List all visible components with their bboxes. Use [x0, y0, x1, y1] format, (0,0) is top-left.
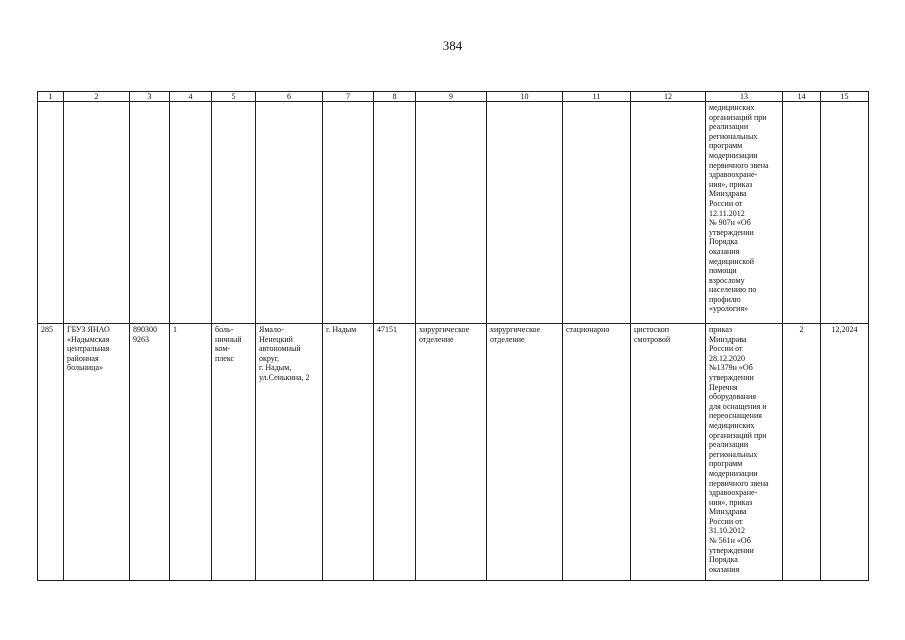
department-cell: хирургическое отделение [416, 324, 487, 581]
table-cell [631, 102, 706, 324]
table-cell [374, 102, 416, 324]
table-cell [130, 102, 170, 324]
column-number: 13 [706, 92, 783, 102]
column-number: 4 [170, 92, 212, 102]
building-type-cell: боль- ничный ком- плекс [212, 324, 256, 581]
table-row [38, 102, 869, 324]
column-number: 8 [374, 92, 416, 102]
quantity-cell: 2 [783, 324, 821, 581]
table-cell [256, 102, 323, 324]
table-cell [563, 102, 631, 324]
count-cell: 1 [170, 324, 212, 581]
table-cell [212, 102, 256, 324]
city-cell: г. Надым [323, 324, 374, 581]
column-number: 6 [256, 92, 323, 102]
column-number: 14 [783, 92, 821, 102]
column-number: 3 [130, 92, 170, 102]
table-cell [416, 102, 487, 324]
table-cell [170, 102, 212, 324]
column-number: 10 [487, 92, 563, 102]
column-number-row [38, 92, 869, 102]
column-number: 11 [563, 92, 631, 102]
table-row [38, 324, 869, 581]
row-number-cell: 285 [38, 324, 64, 581]
code-cell: 47151 [374, 324, 416, 581]
column-number: 9 [416, 92, 487, 102]
date-cell: 12,2024 [821, 324, 869, 581]
column-number: 1 [38, 92, 64, 102]
column-number: 7 [323, 92, 374, 102]
table-cell [821, 102, 869, 324]
address-cell: Ямало- Ненецкий автономный округ, г. Надым, ул.Сенькина, 2 [256, 324, 323, 581]
table-cell [64, 102, 130, 324]
equipment-cell: цистоскоп смотровой [631, 324, 706, 581]
care-mode-cell: стационарно [563, 324, 631, 581]
inn-cell: 890300 9263 [130, 324, 170, 581]
equipment-table [37, 91, 869, 581]
column-number: 12 [631, 92, 706, 102]
regulation-cell: приказ Минздрава России от 28.12.2020 №1379н «Об утверждении Перечня оборудования для оснащения и переоснащения медицинских организаций при реализации региональных программ модернизации первичного звена здравоохране- ния», приказ Минздрава России от 31.10.2012 № 561н «Об утверждении Порядка оказания [706, 324, 783, 581]
department-cell: хирургическое отделение [487, 324, 563, 581]
column-number: 2 [64, 92, 130, 102]
table-cell [783, 102, 821, 324]
organization-cell: ГБУЗ ЯНАО «Надымская центральная районная больница» [64, 324, 130, 581]
column-number: 5 [212, 92, 256, 102]
table-cell [38, 102, 64, 324]
page-number: 384 [442, 38, 463, 53]
column-number: 15 [821, 92, 869, 102]
table-cell [323, 102, 374, 324]
table-cell [487, 102, 563, 324]
regulation-cell: медицинских организаций при реализации региональных программ модернизации первичного звена здравоохране- ния», приказ Минздрава России от 12.11.2012 № 907н «Об утверждении Порядка оказания медицинской помощи взрослому населению по профилю «урология» [706, 102, 783, 324]
